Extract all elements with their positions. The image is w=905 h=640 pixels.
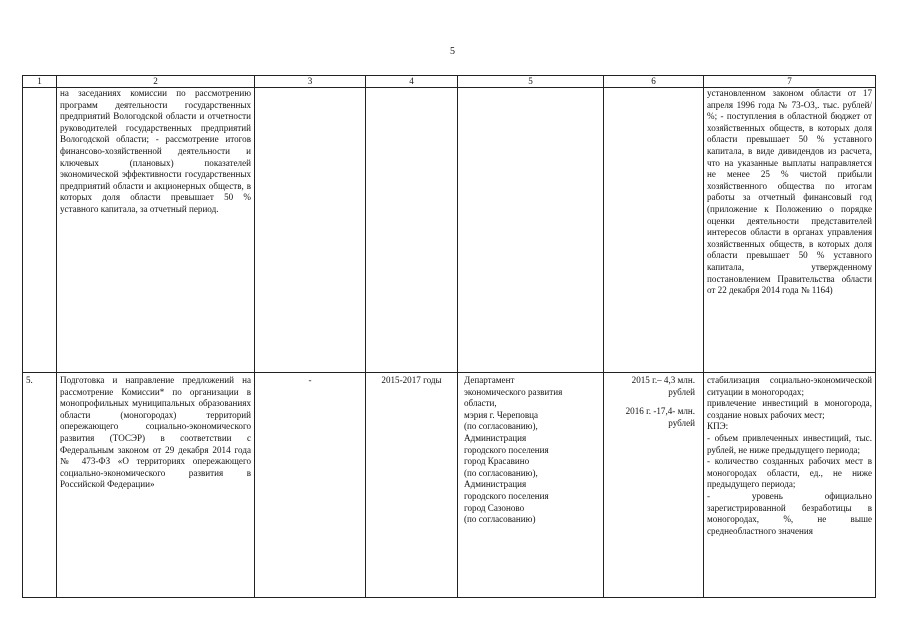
header-cell: 7 bbox=[704, 76, 876, 88]
cell-col3 bbox=[255, 88, 366, 373]
cell-executor bbox=[458, 88, 604, 373]
result-line: стабилизация социально-экономической ситуации в моногородах; bbox=[707, 375, 872, 397]
cell-col3: - bbox=[255, 373, 366, 598]
executor-line: (по согласованию), bbox=[464, 467, 538, 478]
cell-period: 2015-2017 годы bbox=[366, 373, 458, 598]
cell-funding bbox=[604, 373, 704, 598]
header-cell: 2 bbox=[57, 76, 255, 88]
cell-measure: на заседаниях комиссии по рассмотрению программ деятельности государственных предприятий Вологодской области и отчетности руководителей государственных предприятий Вологодской области; - рассмотрение итогов финансово-хозяйственной деятельности и ключевых (плановых) показателей экономической эффективности государственных предприятий области и акционерных обществ, в которых доля области превышает 50 % уставного капитала, за отчетный период. bbox=[57, 88, 255, 373]
executor-line: городского поселения bbox=[464, 444, 549, 455]
result-line: - объем привлеченных инвестиций, тыс. рублей, не ниже предыдущего периода; bbox=[707, 432, 872, 455]
header-cell: 4 bbox=[366, 76, 458, 88]
result-line: КПЭ: bbox=[707, 421, 729, 432]
plan-table bbox=[22, 75, 876, 598]
funding-2015: 2015 г.– 4,3 млн. рублей bbox=[631, 375, 695, 397]
cell-measure: Подготовка и направление предложений на рассмотрение Комиссии* по организации в монопрофильных муниципальных образованиях области (моногородах) территорий опережающего социально-экономического развития (ТОСЭР) в соответствии с Федеральным законом от 29 декабря 2014 года № 473-ФЗ «О территориях опережающего социально-экономического развития в Российской Федерации» bbox=[57, 373, 255, 598]
executor-line: (по согласованию), bbox=[464, 421, 538, 432]
header-cell: 1 bbox=[23, 76, 57, 88]
result-line: - уровень официально зарегистрированной безработицы в моногородах, %, не выше среднеобластного значения bbox=[707, 490, 872, 536]
executor-line: Департамент bbox=[464, 375, 515, 385]
header-cell: 5 bbox=[458, 76, 604, 88]
table-row bbox=[23, 88, 876, 373]
header-cell: 3 bbox=[255, 76, 366, 88]
cell-result: установленном законом области от 17 апреля 1996 года № 73-ОЗ,. тыс. рублей/ %; - поступления в областной бюджет от хозяйственных обществ, в которых доля области превышает 50 % уставного капитала, в виде дивидендов из расчета, что на указанные выплаты направляется не менее 25 % чистой прибыли хозяйственного общества по итогам работы за отчетный финансовый год (приложение к Положению о порядке оценки деятельности представителей интересов области в органах управления хозяйственных обществ, в которых доля области превышает 50 % уставного капитала, утвержденному постановлением Правительства области от 22 декабря 2014 года № 1164) bbox=[704, 88, 876, 373]
result-line: привлечение инвестиций в моногорода, создание новых рабочих мест; bbox=[707, 398, 872, 420]
funding-2016: 2016 г. -17,4- млн. рублей bbox=[625, 406, 695, 428]
cell-period bbox=[366, 88, 458, 373]
header-row bbox=[23, 76, 876, 88]
executor-line: (по согласованию) bbox=[464, 514, 536, 525]
executor-line: город Сазоново bbox=[464, 502, 525, 513]
executor-line: экономического развития bbox=[464, 386, 563, 397]
cell-result bbox=[704, 373, 876, 598]
executor-line: город Красавино bbox=[464, 456, 530, 467]
cell-executor bbox=[458, 373, 604, 598]
page-number: 5 bbox=[450, 46, 455, 57]
cell-number bbox=[23, 88, 57, 373]
cell-funding bbox=[604, 88, 704, 373]
header-cell: 6 bbox=[604, 76, 704, 88]
executor-line: городского поселения bbox=[464, 490, 549, 501]
executor-line: области, bbox=[464, 398, 497, 409]
executor-line: мэрия г. Череповца bbox=[464, 409, 539, 420]
executor-line: Администрация bbox=[464, 432, 527, 443]
result-line: - количество созданных рабочих мест в моногородах области, ед., не ниже предыдущего периода; bbox=[707, 456, 872, 490]
table-row bbox=[23, 373, 876, 598]
cell-number: 5. bbox=[23, 373, 57, 598]
executor-line: Администрация bbox=[464, 479, 527, 490]
